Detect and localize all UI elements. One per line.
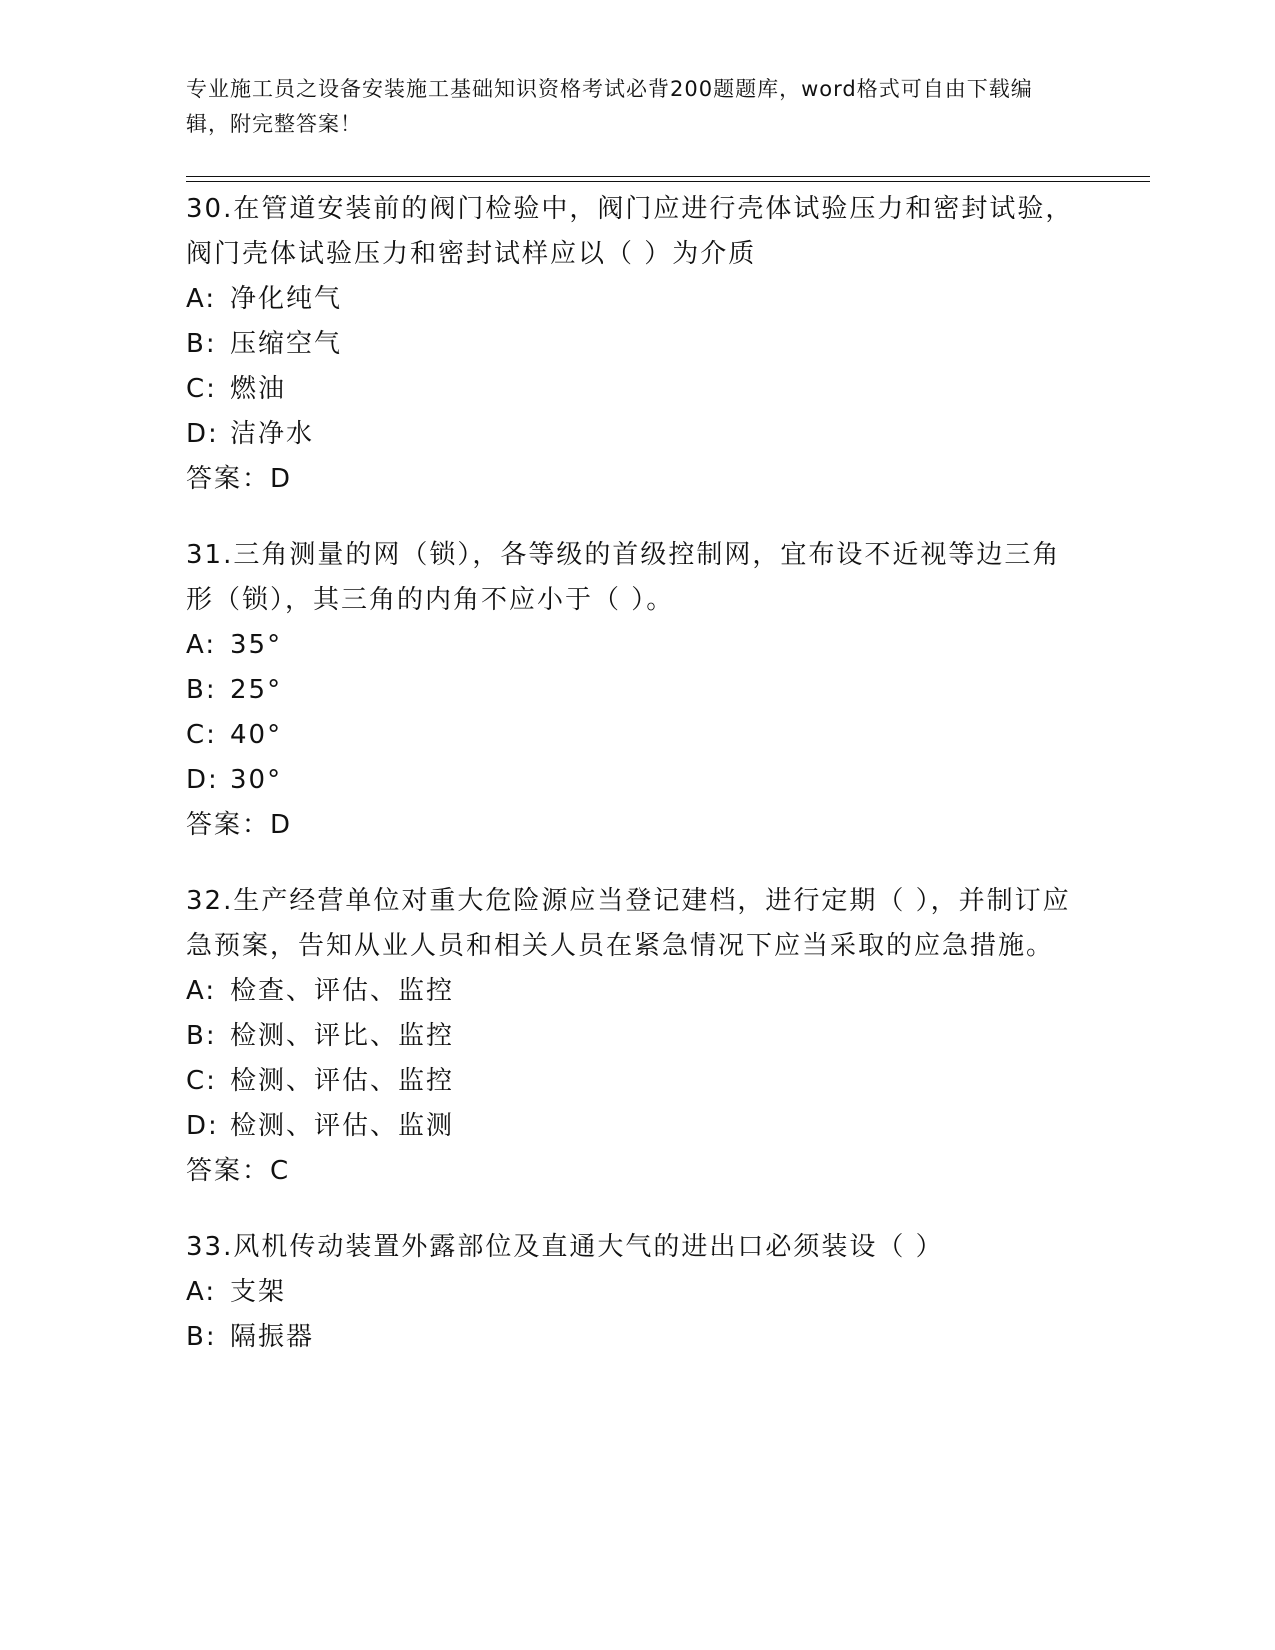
option-text: 检查、评估、监控 xyxy=(230,976,455,1006)
question-stem: 33.风机传动装置外露部位及直通大气的进出口必须装设（ ） xyxy=(186,1232,944,1262)
option-d xyxy=(186,1104,1086,1149)
option-letter: B: xyxy=(186,1021,217,1051)
option-b xyxy=(186,322,1086,367)
option-text: 35° xyxy=(230,630,283,660)
option-text: 检测、评比、监控 xyxy=(230,1021,455,1051)
option-a xyxy=(186,277,1086,322)
option-text: 支架 xyxy=(230,1277,287,1307)
option-letter: C: xyxy=(186,720,217,750)
option-text: 40° xyxy=(230,720,283,750)
question-item xyxy=(186,533,1086,848)
option-b xyxy=(186,668,1086,713)
option-letter: A: xyxy=(186,284,217,314)
answer-line: 答案：D xyxy=(186,810,293,840)
option-letter: C: xyxy=(186,374,217,404)
option-text: 隔振器 xyxy=(230,1322,315,1352)
option-d xyxy=(186,412,1086,457)
option-text: 检测、评估、监测 xyxy=(230,1111,455,1141)
question-item xyxy=(186,879,1086,1194)
option-letter: B: xyxy=(186,1322,217,1352)
option-a xyxy=(186,1270,1086,1315)
option-letter: A: xyxy=(186,976,217,1006)
option-text: 30° xyxy=(230,765,283,795)
question-stem: 31.三角测量的网（锁），各等级的首级控制网，宜布设不近视等边三角形（锁），其三角的内角不应小于（ ）。 xyxy=(186,540,1061,615)
option-letter: B: xyxy=(186,675,217,705)
option-d xyxy=(186,758,1086,803)
document-header: 专业施工员之设备安装施工基础知识资格考试必背200题题库，word格式可自由下载编辑，附完整答案！ xyxy=(186,77,1033,136)
option-letter: D: xyxy=(186,1111,219,1141)
option-letter: D: xyxy=(186,419,219,449)
option-text: 洁净水 xyxy=(230,419,315,449)
option-text: 压缩空气 xyxy=(230,329,343,359)
header-rule-top xyxy=(186,176,1150,177)
option-text: 净化纯气 xyxy=(230,284,343,314)
option-c xyxy=(186,1059,1086,1104)
option-letter: C: xyxy=(186,1066,217,1096)
question-item xyxy=(186,187,1086,502)
answer-line: 答案：C xyxy=(186,1156,291,1186)
option-letter: A: xyxy=(186,630,217,660)
option-letter: D: xyxy=(186,765,219,795)
question-list xyxy=(186,187,1086,1391)
answer-line: 答案：D xyxy=(186,464,293,494)
question-stem: 32.生产经营单位对重大危险源应当登记建档，进行定期（ ），并制订应急预案，告知从业人员和相关人员在紧急情况下应当采取的应急措施。 xyxy=(186,886,1071,961)
question-stem: 30.在管道安装前的阀门检验中，阀门应进行壳体试验压力和密封试验，阀门壳体试验压力和密封试样应以（ ）为介质 xyxy=(186,194,1074,269)
option-a xyxy=(186,623,1086,668)
option-text: 检测、评估、监控 xyxy=(230,1066,455,1096)
option-letter: B: xyxy=(186,329,217,359)
option-c xyxy=(186,713,1086,758)
option-c xyxy=(186,367,1086,412)
option-a xyxy=(186,969,1086,1014)
option-b xyxy=(186,1315,1086,1360)
option-letter: A: xyxy=(186,1277,217,1307)
option-b xyxy=(186,1014,1086,1059)
option-text: 燃油 xyxy=(230,374,287,404)
option-text: 25° xyxy=(230,675,283,705)
question-item xyxy=(186,1225,1086,1360)
header-rule-bottom xyxy=(186,181,1150,182)
